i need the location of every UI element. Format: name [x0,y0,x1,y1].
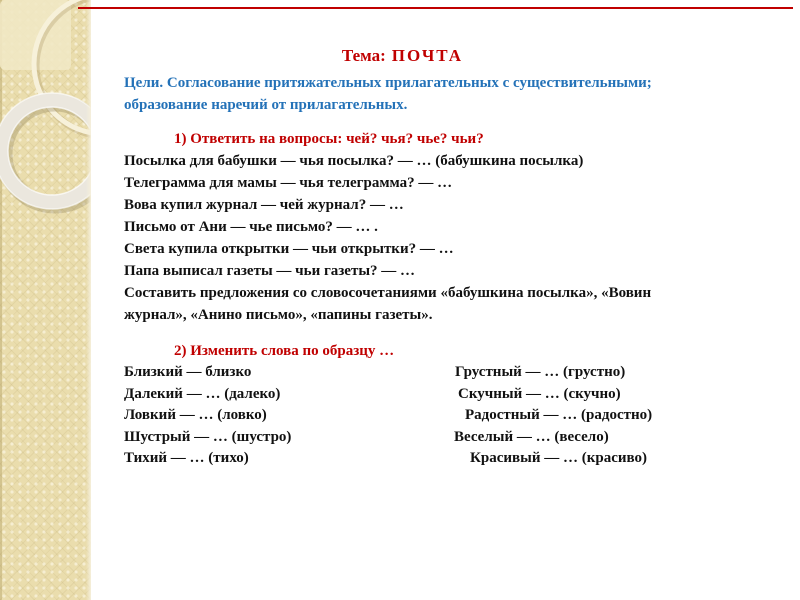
section1-heading: 1) Ответить на вопросы: чей? чья? чье? чьи? [174,131,484,147]
word-pair-table [124,362,776,470]
word-pair-row [124,427,776,449]
goals-text [124,72,776,116]
word-pair-left: Тихий — … (тихо) [124,450,249,466]
word-pair-row [124,384,776,406]
ring-inner-highlight [8,107,91,195]
goals-line: образование наречий от прилагательных. [124,97,408,113]
decor-circles [0,0,91,600]
word-pair-left: Шустрый — … (шустро) [124,428,292,445]
section2-heading: 2) Изменить слова по образцу … [174,343,395,359]
word-pair-row [124,362,776,384]
word-pair-right: Грустный — … (грустно) [455,364,626,380]
word-pair-right: Радостный — … (радостно) [465,407,653,423]
exercise-line: Папа выписал газеты — чьи газеты? — … [124,263,416,279]
word-pair-right: Веселый — … (весело) [454,428,609,445]
goals-line: Цели. Согласование притяжательных прилагательных с существительными; [124,75,652,91]
slide-content [124,0,776,470]
word-pair-right: Красивый — … (красиво) [470,450,647,466]
word-pair-row [124,448,776,470]
word-pair-left: Далекий — … (далеко) [124,385,281,402]
exercise-line: Вова купил журнал — чей журнал? — … [124,197,404,213]
section1-lines [124,150,776,282]
title-subject: ПОЧТА [391,46,464,65]
exercise-line: Посылка для бабушки — чья посылка? — … (бабушкина посылка) [124,153,584,169]
word-pair-left: Близкий — близко [124,364,252,380]
exercise-line: Света купила открытки — чьи открытки? — … [124,241,454,257]
task-text [124,282,776,326]
word-pair-right: Скучный — … (скучно) [458,385,621,402]
title-label: Тема: [341,46,386,65]
slide-title [124,44,776,68]
task-line: Составить предложения со словосочетаниями «бабушкина посылка», «Вовин [124,285,652,301]
word-pair-left: Ловкий — … (ловко) [124,407,267,423]
decor-strip [0,0,91,600]
task-line: журнал», «Анино письмо», «папины газеты». [124,307,433,323]
exercise-line: Телеграмма для мамы — чья телеграмма? — … [124,175,453,191]
exercise-line: Письмо от Ани — чье письмо? — … . [124,219,378,235]
word-pair-row [124,405,776,427]
